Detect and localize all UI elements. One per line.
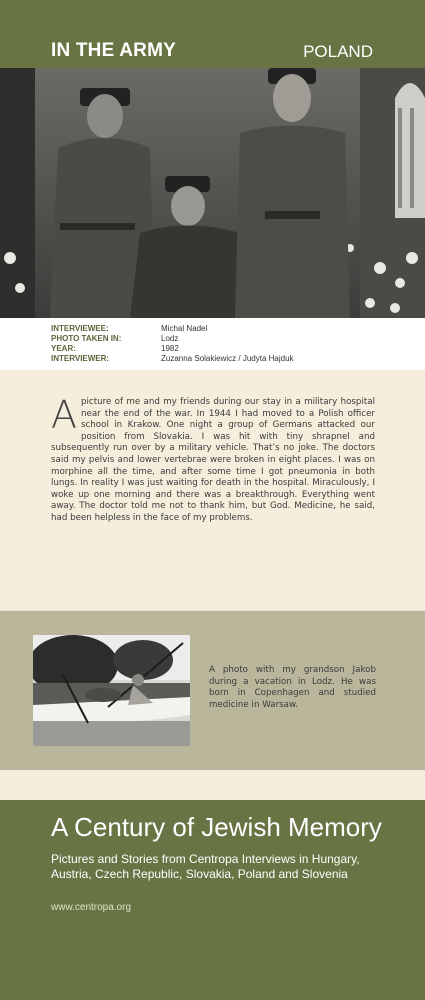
header-band <box>0 0 425 68</box>
story-section <box>0 370 425 610</box>
caption-row-year: YEAR: 1982 <box>51 344 179 353</box>
footer-band <box>0 800 425 1000</box>
footer-subtitle: Pictures and Stories from Centropa Interviews in Hungary, Austria, Czech Republic, Slovakia, Poland and Slovenia <box>51 852 360 881</box>
second-photo-text: A photo with my grandson Jakob during a vacation in Lodz. He was born in Copenhagen and studied medicine in Warsaw. <box>209 665 376 710</box>
grandson-photo <box>33 635 190 746</box>
main-photo-soldiers <box>0 68 425 318</box>
footer-title: A Century of Jewish Memory <box>51 812 382 842</box>
caption-row-interviewee: INTERVIEWEE: Michal Nadel <box>51 324 208 333</box>
drop-cap: A <box>51 393 77 437</box>
second-photo-band <box>0 610 425 771</box>
page-title: IN THE ARMY <box>51 40 176 61</box>
country-label: POLAND <box>303 42 373 61</box>
photo-caption <box>0 318 425 370</box>
caption-row-interviewer: INTERVIEWER: Zuzanna Solakiewicz / Judyta Hajduk <box>51 354 294 363</box>
story-text <box>51 393 375 525</box>
caption-row-place: PHOTO TAKEN IN: Lodz <box>51 334 179 343</box>
cream-strip <box>0 770 425 800</box>
story-body: picture of me and my friends during our stay in a military hospital near the end of the war. In 1944 I had moved to a Polish officer school in Krakow. One night a group of Germans attacked our position from Slovakia. I was hit with tiny shrapnel and subsequently run over by a military vehicle. That’s no joke. The doctors said my pelvis and lower vertebrae were broken in eight places. I was on morphine all the time, and after some time I got pneumonia in both lungs. In reality I was just waiting for death in the hospital. Miraculously, I woke up one morning and there was a breakthrough. Everything went away. The doctor told me not to thank him, but God. Medicine, he said, had been helpless in the face of my problems. <box>51 397 375 523</box>
footer-url-link[interactable]: www.centropa.org <box>51 902 132 913</box>
